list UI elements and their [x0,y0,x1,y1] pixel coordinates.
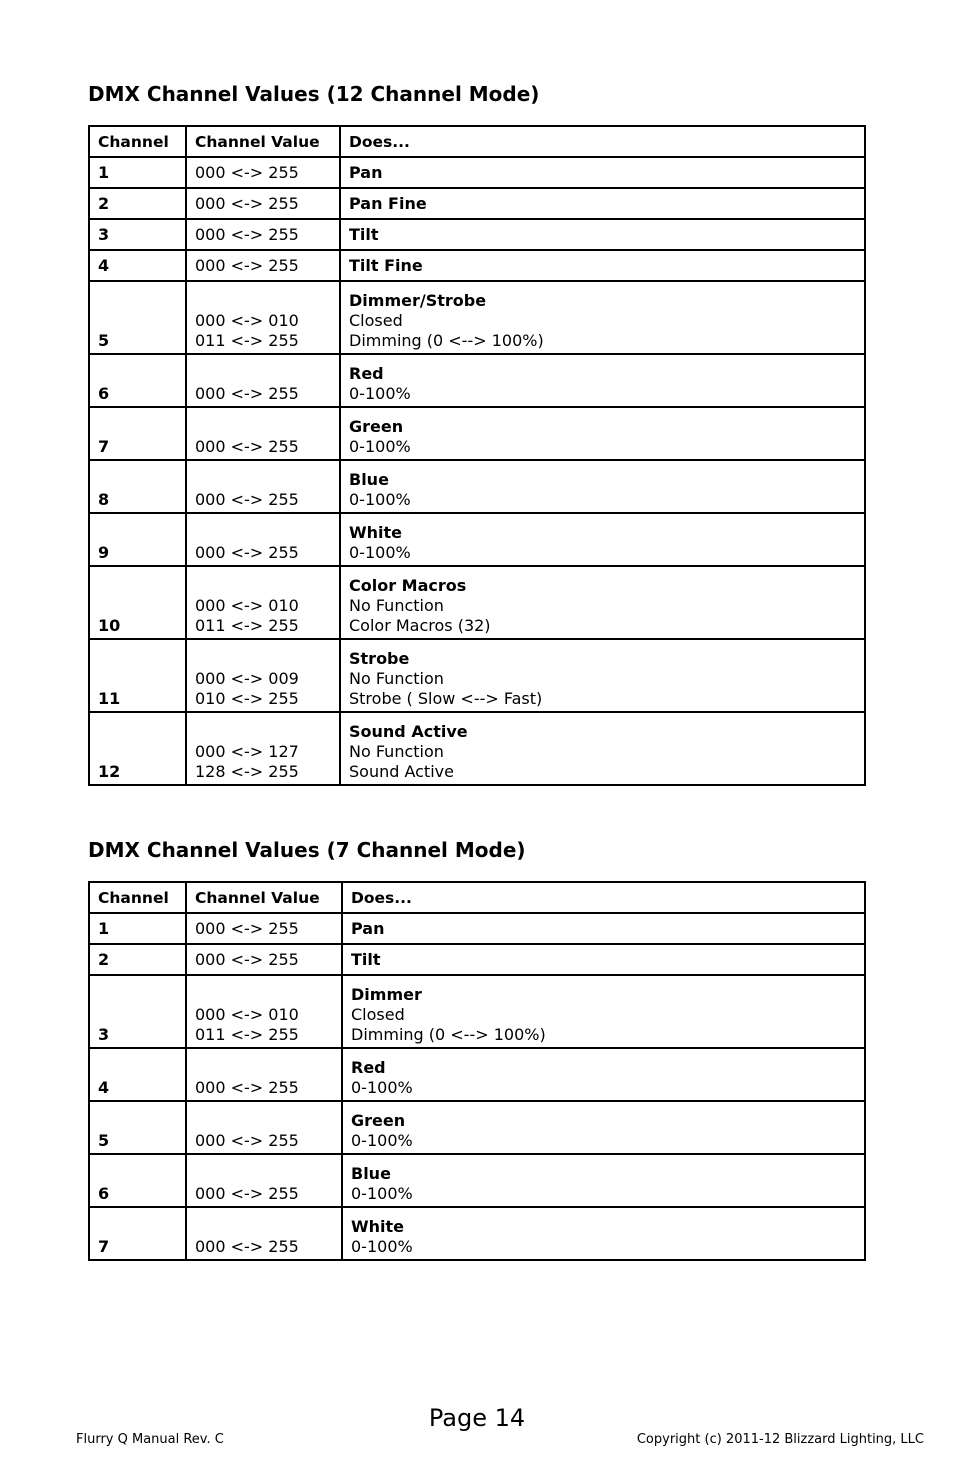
table-row [89,566,865,639]
function-detail: 0-100% [351,1131,413,1150]
channel-cell: 7 [89,407,186,460]
function-detail: 0-100% [349,437,411,456]
value-range: 011 <-> 255 [195,331,299,350]
function-detail: No Function [349,596,444,615]
does-cell [342,1048,865,1101]
function-detail: 0-100% [349,384,411,403]
value-range: 000 <-> 010 [195,596,299,615]
function-detail: Sound Active [349,762,454,781]
value-range: 000 <-> 009 [195,669,299,688]
does-cell [340,639,865,712]
does-cell [340,354,865,407]
does-cell [340,712,865,785]
function-name: Color Macros [349,576,467,595]
table-row [89,157,865,188]
function-detail: No Function [349,669,444,688]
table-header-row [89,126,865,157]
channel-cell: 4 [89,1048,186,1101]
channel-value-cell [186,460,340,513]
dmx-table-7-channel [88,881,866,1261]
value-range: 000 <-> 255 [195,543,299,562]
channel-cell: 11 [89,639,186,712]
does-cell [342,944,865,975]
channel-value-cell [186,157,340,188]
value-range: 011 <-> 255 [195,1025,299,1044]
value-range: 000 <-> 255 [195,224,299,244]
table-7-title: DMX Channel Values (7 Channel Mode) [88,838,526,862]
function-name: Blue [351,1164,391,1183]
function-detail: 0-100% [351,1237,413,1256]
channel-value-cell [186,250,340,281]
channel-cell: 3 [89,975,186,1048]
channel-cell: 5 [89,281,186,354]
table-row [89,354,865,407]
value-range: 000 <-> 255 [195,193,299,213]
channel-value-cell [186,513,340,566]
table-row [89,188,865,219]
function-name: Green [349,417,404,436]
channel-value-cell [186,407,340,460]
function-name: White [349,523,403,542]
channel-value-cell [186,566,340,639]
function-name: Dimmer/Strobe [349,291,487,310]
value-range: 000 <-> 255 [195,384,299,403]
value-range: 000 <-> 255 [195,490,299,509]
function-name: Pan [351,918,385,938]
table-row [89,639,865,712]
channel-value-cell [186,1154,342,1207]
does-cell [342,975,865,1048]
table-12-title: DMX Channel Values (12 Channel Mode) [88,82,540,106]
value-range: 000 <-> 255 [195,437,299,456]
function-detail: Closed [351,1005,405,1024]
does-cell [340,407,865,460]
channel-value-cell [186,639,340,712]
channel-value-cell [186,1101,342,1154]
value-range: 000 <-> 255 [195,1131,299,1150]
value-range: 011 <-> 255 [195,616,299,635]
header-does: Does... [340,126,865,157]
value-range: 000 <-> 255 [195,949,299,969]
does-cell [340,460,865,513]
function-detail: Dimming (0 <--> 100%) [351,1025,546,1044]
value-range: 000 <-> 255 [195,1184,299,1203]
channel-value-cell [186,1048,342,1101]
does-cell [342,913,865,944]
function-name: White [351,1217,405,1236]
footer-manual-revision: Flurry Q Manual Rev. C [76,1432,224,1447]
channel-cell: 3 [89,219,186,250]
value-range: 000 <-> 255 [195,255,299,275]
table-header-row [89,882,865,913]
does-cell [342,1101,865,1154]
table-row [89,460,865,513]
function-detail: 0-100% [349,543,411,562]
does-cell [340,219,865,250]
value-range: 000 <-> 255 [195,1078,299,1097]
function-name: Tilt Fine [349,255,423,275]
channel-value-cell [186,712,340,785]
header-channel: Channel [89,126,186,157]
function-name: Pan Fine [349,193,427,213]
function-detail: Color Macros (32) [349,616,491,635]
does-cell [340,250,865,281]
table-row [89,1207,865,1260]
table-row [89,513,865,566]
value-range: 010 <-> 255 [195,689,299,708]
channel-value-cell [186,975,342,1048]
channel-cell: 1 [89,157,186,188]
channel-cell: 9 [89,513,186,566]
function-detail: 0-100% [351,1078,413,1097]
function-detail: No Function [349,742,444,761]
function-name: Blue [349,470,389,489]
function-detail: 0-100% [351,1184,413,1203]
value-range: 128 <-> 255 [195,762,299,781]
value-range: 000 <-> 010 [195,1005,299,1024]
page-number: Page 14 [428,1404,526,1432]
dmx-table-12-body [89,126,865,785]
does-cell [340,188,865,219]
header-channel-value: Channel Value [186,882,342,913]
function-detail: 0-100% [349,490,411,509]
channel-value-cell [186,944,342,975]
channel-value-cell [186,219,340,250]
table-row [89,281,865,354]
function-name: Tilt [349,224,379,244]
table-row [89,712,865,785]
table-row [89,944,865,975]
function-name: Red [351,1058,386,1077]
channel-cell: 6 [89,1154,186,1207]
does-cell [340,157,865,188]
channel-value-cell [186,354,340,407]
channel-value-cell [186,1207,342,1260]
footer-copyright: Copyright (c) 2011-12 Blizzard Lighting, LLC [636,1432,924,1447]
channel-value-cell [186,188,340,219]
channel-value-cell [186,913,342,944]
function-name: Red [349,364,384,383]
channel-cell: 10 [89,566,186,639]
function-name: Tilt [351,949,381,969]
value-range: 000 <-> 255 [195,162,299,182]
does-cell [340,513,865,566]
table-row [89,1154,865,1207]
function-name: Strobe [349,649,410,668]
dmx-table-7-body [89,882,865,1260]
channel-cell: 2 [89,188,186,219]
channel-value-cell [186,281,340,354]
channel-cell: 7 [89,1207,186,1260]
function-detail: Strobe ( Slow <--> Fast) [349,689,543,708]
value-range: 000 <-> 255 [195,918,299,938]
value-range: 000 <-> 010 [195,311,299,330]
does-cell [340,566,865,639]
function-detail: Dimming (0 <--> 100%) [349,331,544,350]
function-detail: Closed [349,311,403,330]
channel-cell: 12 [89,712,186,785]
value-range: 000 <-> 127 [195,742,299,761]
function-name: Sound Active [349,722,468,741]
function-name: Green [351,1111,406,1130]
header-channel: Channel [89,882,186,913]
table-row [89,250,865,281]
does-cell [342,1207,865,1260]
dmx-table-12-channel [88,125,866,786]
table-row [89,407,865,460]
channel-cell: 1 [89,913,186,944]
channel-cell: 2 [89,944,186,975]
does-cell [342,1154,865,1207]
does-cell [340,281,865,354]
channel-cell: 6 [89,354,186,407]
channel-cell: 8 [89,460,186,513]
header-channel-value: Channel Value [186,126,340,157]
function-name: Dimmer [351,985,422,1004]
channel-cell: 4 [89,250,186,281]
header-does: Does... [342,882,865,913]
table-row [89,913,865,944]
value-range: 000 <-> 255 [195,1237,299,1256]
table-row [89,1101,865,1154]
function-name: Pan [349,162,383,182]
table-row [89,219,865,250]
table-row [89,975,865,1048]
table-row [89,1048,865,1101]
channel-cell: 5 [89,1101,186,1154]
